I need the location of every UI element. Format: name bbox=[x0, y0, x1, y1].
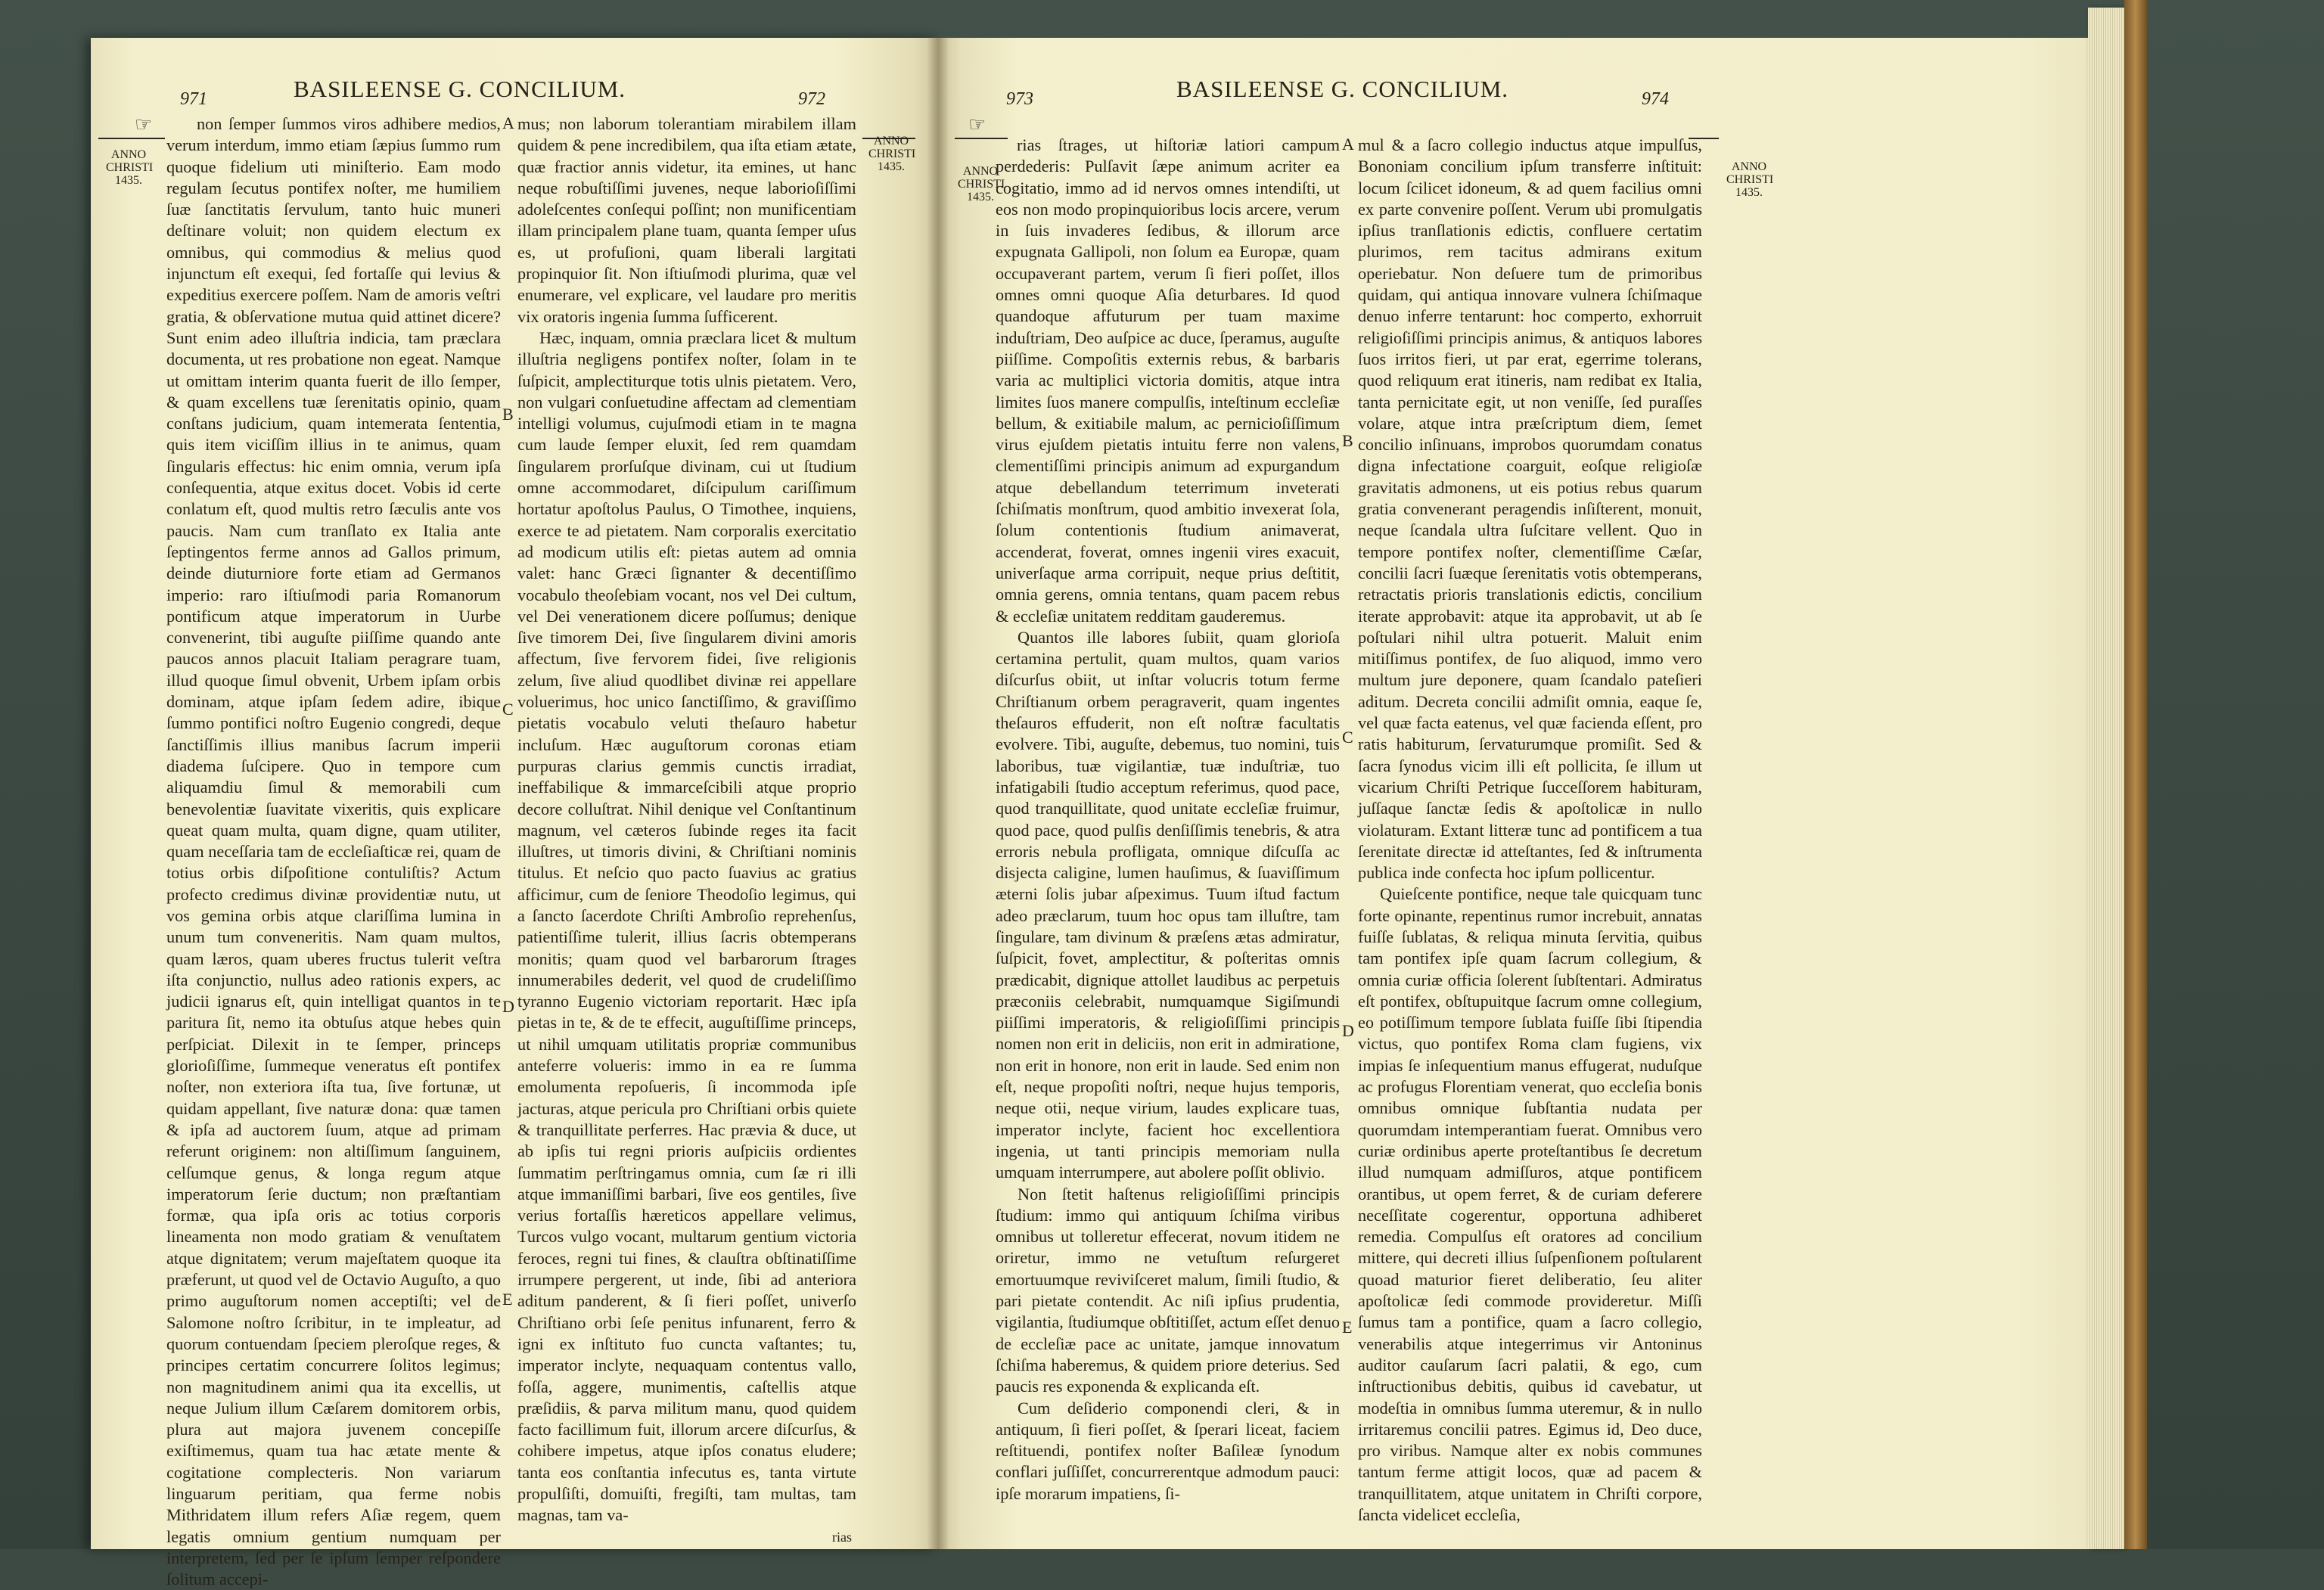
section-mark-c: C bbox=[502, 700, 514, 719]
margin-year-note-right: ANNO CHRISTI 1435. bbox=[1726, 160, 1774, 199]
paragraph: mus; non laborum tolerantiam mirabilem illam quidem & pene incredibilem, qua iſta etiam ætate, quæ fractior annis videtur, ita emines, ut hanc neque robuſtiſſimi juvenes, neque laborioſiſſimi adoleſcentes conſequi poſſint; non munificentiam illam principalem plane tuam, quanta ſemper uſus es, ut profuſioni, quam liberali largitati propinquior ſit. Non iſtiuſmodi plurima, quæ vel enumerare, vel explicare, vel laudare pro meritis vix oratoris ingenia ſumma ſufficerent. bbox=[517, 114, 856, 326]
page-edges bbox=[2088, 8, 2124, 1549]
book-gutter bbox=[927, 38, 949, 1549]
right-page-column-2 bbox=[1358, 135, 1702, 1526]
paragraph: non ſemper ſummos viros adhibere medios, verum interdum, immo etiam ſæpius ſummo rum quoque fidelium uti miniſterio. Eam modo regulam ſecutus pontifex noſter, me humiliem ſuæ ſanctitatis ſervulum, tanto huic muneri deſtinare voluit; non quidem electum ex omnibus, qui commodius & melius quod injunctum eſt exequi, ſed fortaſſe qui levius & expeditius exercere poſſem. Nam de amoris veſtri gratia, & obſervatione mutua quid attinet dicere? Sunt enim adeo illuſtria indicia, tam præclara documenta, ut res probatione non egeat. Namque ut omittam interim quanta fuerit de illo ſemper, & quam excellens tuæ ſerenitatis opinio, quam conſtans judicium, quam intemerata ſententia, quis item viciſſim illius in te animus, quam ſingularis effectus: hic enim omnia, verum ipſa conſequentia, atque exitus docet. Vobis id certe conlatum eſt, quod multis retro ſæculis ante vos paucis. Nam cum tranſlato ex Italia ante ſeptingentos ferme annos ad Gallos primum, deinde diuturniore forte etiam ad Germanos imperio: raro iſtiuſmodi paria Romanorum pontificum atque imperatorum in Uurbe convenerint, tibi auguſte piiſſime quando ante paucos annos placuit Italiam peragrare tuam, illud quoque ſimul obvenit, Urbem ipſam orbis dominam, atque ipſam ſedem adire, ibique ſummo pontifici noſtro Eugenio congredi, deque ſanctiſſimis illius manibus ſacrum imperii diadema ſuſcipere. Quo in tempore cum aliquamdiu ſimul & memorabili cum benevolentiæ ſuavitate vixeritis, quis explicare queat quam multa, quam digne, quam utiliter, quam neceſſaria tam de eccleſiaſticæ rei, quam de totius orbis diſpoſitione contuliſtis? Actum profecto credimus divinæ providentiæ nutu, ut vos gemina orbis atque clariſſima lumina in unum tum conveneritis. Nam quam multos, quam læros, quam uberes fructus tulerit veſtra iſta conjunctio, nullus adeo rationis expers, ac judicii ignarus eſt, quin intelligat quantos in te paritura ſit, nemo ita obtuſus atque hebes quin perſpiciat. Dilexit in te ſemper, princeps glorioſiſſime, ſummeque veneratus eſt pontifex noſter, non exteriora iſta tua, ſive fortunæ, ut quidam appellant, ſive naturæ dona: quæ tamen & ipſa ad auctorem ſuum, atque ad primam referunt originem: non altiſſimum ſanguinem, celſumque genus, & longa regum atque imperatorum ſerie ductum; non præſtantiam formæ, qua ipſa oris ac totius corporis lineamenta non modo gratiam & venuſtatem atque dignitatem; verum majeſtatem quoque ita præferunt, ut quod vel de Octavio Auguſto, a quo primo auguſtorum nomen acceptiſti; vel de Salomone noſtro ſcribitur, in te impleatur, ad quorum contuendam ſpeciem pleroſque reges, & principes certatim concurrere ſolitos legimus; non magnitudinem animi qua ita excellis, ut neque Julium illum Cæſarem domitorem orbis, plura aut majora juvenem concepiſſe exiſtimemus, quam tua hac ætate mente & cogitatione complecteris. Non variarum linguarum peritiam, qua ferme nobis Mithridatem illum refers Aſiæ regem, quem legatis omnium gentium numquam per interpretem, ſed per ſe ipſum ſemper reſpondere ſolitum accepi- bbox=[166, 114, 501, 1589]
section-mark-b: B bbox=[502, 405, 514, 424]
right-page-column-1 bbox=[996, 135, 1340, 1505]
paragraph: Non ſtetit haſtenus religioſiſſimi principis ſtudium: immo qui antiquum ſchiſma viribus omnibus ut tolleretur effecerat, novum itidem ne oriretur, immo ne vetuſtum reſurgeret emortuumque reviviſceret malum, ſimili ſtudio, & pari pietate contendit. Ac niſi ipſius prudentia, vigilantia, ſtudiumque obſtitiſſet, actum eſſet denuo de eccleſiæ pace ac unitate, jamque innovatum ſchiſma haberemus, & quidem priore deterius. Sed paucis res exponenda & explicanda eſt. bbox=[996, 1184, 1340, 1396]
paragraph: Hæc, inquam, omnia præclara licet & multum illuſtria negligens pontifex noſter, ſolam in te ſuſpicit, amplectiturque totis ulnis pietatem. Vero, non vulgari conſuetudine affectam ad clementiam intelligi volumus, cujuſmodi etiam in te magna cum laude ſemper eluxit, ſed rem quamdam ſingularem prorſuſque divinam, cui ut ſtudium omne accommodaret, diſcipulum cariſſimum hortatur apoſtolus Paulus, O Timothee, inquiens, exerce te ad pietatem. Nam corporalis exercitatio ad modicum utilis eſt: pietas autem ad omnia valet: hanc Græci ſignanter & decentiſſimo vocabulo theoſebiam vocant, nos vel Dei cultum, vel Dei venerationem dicere poſſumus; denique ſive timorem Dei, ſive ſingularem divini amoris affectum, ſive fervorem fidei, ſive religionis zelum, ſive aliud quodlibet divinæ rei appellare voluerimus, hoc unico ſanctiſſimo, & graviſſimo pietatis vocabulo veluti theſauro habetur incluſum. Hæc auguſtorum coronas etiam purpuras clarius gemmis cunctis irradiat, ineffabilique & immarceſcibili atque proprio decore colluſtrat. Nihil denique vel Conſtantinum magnum, vel cæteros ſubinde reges ita facit illuſtres, ut timoris divini, & Chriſtiani nominis titulus. Et neſcio quo pacto ſuavius ac gratius afficimur, cum de ſeniore Theodoſio legimus, qui a ſancto ſacerdote Chriſti Ambroſio reprehenſus, patientiſſime tulerit, illius ſacris obtemperans monitis; quam quod vel barbarorum ſtrages innumerabiles dederit, vel quod de crudeliſſimo tyranno Eugenio victoriam reportarit. Hæc ipſa pietas in te, & de te effecit, auguſtiſſime princeps, ut nihil umquam utilitatis propriæ communibus anteferre volueris: immo in ea re ſumma emolumenta repoſueris, ſi incommoda ipſe jacturas, atque pericula pro Chriſtiani orbis quiete & tranquillitate perferres. Hac prævia & duce, ut ab ipſis tui regni prioris auſpiciis ordientes ſummatim perſtringamus omnia, cum ſæ ri illi atque immaniſſimi barbari, ſive eos gentiles, ſive verius fortaſſis hæreticos appellare velimus, Turcos vulgo vocant, multarum gentium victoria feroces, regni tui fines, & clauſtra obſtinatiſſime irrumpere pergerent, ut inde, ſibi ad anteriora aditum panderent, & ſi fieri poſſet, univerſo Chriſtiano orbi ſeſe penitus infunarent, ferro & igni ex inſtituto fuo cuncta vaſtantes; tu, imperator inclyte, nequaquam contentus vallo, foſſa, aggere, munimentis, caſtellis atque præſidiis, & parva militum manu, quod quidem facto facillimum fuit, illorum arcere diſcurſus, & cohibere impetus, atque ipſos conatus eludere; tanta eos conſtantia infecutus es, tanta virtute propulſiſti, domuiſti, fregiſti, tam multas, tam magnas, tam va- bbox=[517, 328, 856, 1525]
section-mark-b: B bbox=[1342, 431, 1353, 450]
left-page-column-1 bbox=[166, 113, 501, 1590]
section-mark-e: E bbox=[502, 1290, 513, 1309]
section-mark-a: A bbox=[502, 113, 514, 132]
margin-rule-left bbox=[98, 138, 165, 139]
section-mark-d: D bbox=[1342, 1021, 1354, 1040]
margin-year-note-right: ANNO CHRISTI 1435. bbox=[868, 135, 916, 173]
section-mark-a: A bbox=[1342, 135, 1354, 154]
paragraph: Quantos ille labores ſubiit, quam glorioſa certamina pertulit, quam multos, quam varios diſcurſus obiit, ut inſtar volucris totum ferme Chriſtianum orbem peragraverit, quam ingentes theſauros effuderit, non eſt noſtræ facultatis evolvere. Tibi, auguſte, debemus, tuo nomini, tuis laboribus, tuæ vigilantiæ, tuæ induſtriæ, tuo infatigabili ſtudio acceptum referimus, quod pace, quod tranquillitate, quod unitate eccleſiæ fruimur, quod pace, quod pulſis denſiſſimis tenebris, & atra erroris nebula profligata, omnique diſcuſſa ac disjecta caligine, lumen hauſimus, & ſuaviſſimum æterni ſolis jubar aſpeximus. Tuum iſtud factum adeo præclarum, tuum hoc opus tam illuſtre, tam ſingulare, tam divinum & præſens ætas admiratur, ſuſpicit, fovet, amplectitur, & poſteritas omnis prædicabit, dignique attollet laudibus ac perpetuis præconiis celebrabit, numquamque Sigiſmundi piiſſimi imperatoris, & religioſiſſimi principis nomen non erit in deliciis, non erit in admiratione, non erit in honore, non erit in laude. Sed enim non eſt, neque propoſiti noſtri, neque hujus temporis, neque otii, neque virium, laudes explicare tuas, imperator inclyte, facient hoc excellentiora ingenia, ut tanti principis memoriam nulla umquam interrumpere, aut abolere poſſit oblivio. bbox=[996, 627, 1340, 1182]
pointing-hand-icon: ☞ bbox=[135, 113, 153, 135]
paragraph: Quieſcente pontifice, neque tale quicquam tunc forte opinante, repentinus rumor increbuit, annatas fuiſſe ſublatas, & reliqua minuta ſervitia, quibus tam pontifex ipſe quam ſacrum collegium, & omnia curiæ officia ſolerent ſubſtentari. Admiratus eſt pontifex, obſtupuitque ſacrum omne collegium, eo potiſſimum tempore ſublata fuiſſe ſibi ſtipendia victus, quo pontifex Roma clam fugiens, vix impias ſe inſequentium manus effugerat, nuduſque ac profugus Florentiam venerat, quo eccleſia bonis omnibus omnique ſubſtantia nudata per quorumdam intemperantiam fuerat. Omnibus vero curiæ ordinibus aperte proteſtantibus ſe decretum illud numquam admiſſuros, atque pontificem orantibus, ut opem ferret, & de curiam deferere neceſſitate cogerentur, opportuna adhiberet remedia. Compulſus eſt oratores ad concilium mittere, qui decreti illius ſuſpenſionem poſtularent quoad maturior fieret deliberatio, ſeu aliter apoſtolicæ ſedi commode provideretur. Miſſi ſumus tam a pontifice, quam a ſacro collegio, venerabilis atque integerrimus vir Antoninus auditor cauſarum ſacri palatii, & ego, cum inſtructionibus debitis, quibus id cavebatur, ut modeſtia in omnibus ſumma uteremur, & in nullo irritaremus concilii patres. Egimus id, Deo duce, pro viribus. Namque alter ex nobis communes tantum ferme attigit locos, quæ ad pacem & tranquillitatem, atque unitatem in Chriſti corpore, ſancta videlicet eccleſia, bbox=[1358, 884, 1702, 1524]
right-page-number-1: 973 bbox=[1006, 89, 1033, 109]
section-mark-e: E bbox=[1342, 1318, 1353, 1337]
left-page-number-2: 972 bbox=[798, 89, 825, 109]
right-running-head: BASILEENSE G. CONCILIUM. bbox=[1176, 76, 1509, 102]
left-page-number-1: 971 bbox=[180, 89, 207, 109]
margin-year-note: ANNO CHRISTI 1435. bbox=[106, 148, 154, 187]
paragraph: rias ſtrages, ut hiſtoriæ latiori campum perdederis: Pulſavit ſæpe animum acriter ea cogitatio, immo ad id nervos omnes intendiſti, ut eos non modo propinquioribus locis arcere, verum in ſuis invaderes ſedibus, & illorum arce expugnata Gallipoli, non ſolum ea Europæ, quam occupaverant partem, verum ſi fieri poſſet, illos omnes omni quoque Aſia deturbares. Id quod quandoque affuturum per tuam maxime induſtriam, Deo auſpice ac duce, ſperamus, auguſte piiſſime. Compoſitis externis rebus, & barbaris varia ac multiplici victoria domitis, atque intra limites ſuos manere compulſis, inteſtinum eccleſiæ bellum, & exitiabile malum, ac pernicioſiſſimum virus ejuſdem pietatis intuitu ferre non valens, clementiſſimi principis animum ad expurgandum atque debellandum teterrimum inveterati ſchiſmatis monſtrum, quod ambitio invexerat ſola, ſolum contentionis ſtudium animaverat, accenderat, foverat, omnes ingenii vires exacuit, univerſaque arma corripuit, neque prius deſtitit, omnia gerens, omnia tentans, quam pacem rebus & eccleſiæ unitatem redditam gauderemus. bbox=[996, 135, 1340, 626]
pointing-hand-icon: ☞ bbox=[968, 113, 986, 135]
paragraph: Cum deſiderio componendi cleri, & in antiquum, ſi fieri poſſet, & ſperari liceat, faciem reſtituendi, pontifex noſter Baſileæ ſynodum conflari juſſiſſet, concurrerentque admodum pauci: ipſe morarum impatiens, ſi- bbox=[996, 1398, 1340, 1503]
left-page-column-2 bbox=[517, 113, 856, 1526]
section-mark-c: C bbox=[1342, 728, 1353, 747]
paragraph: mul & a ſacro collegio inductus atque impulſus, Bononiam concilium ipſum transferre inſtituit: locum ſcilicet idoneum, & ad quem facilius omni ex parte convenire poſſent. Verum ubi promulgatis ipſius tranſlationis edictis, confluere certatim plurimos, rem tacitus admirans exitum operiebatur. Non deſuere tum de primoribus quidam, qui antiqua innovare vulnera ſchiſmaque denuo inferre tentarunt: hoc comperto, exhorruit religioſiſſimi principis animus, & antiquos labores ſuos irritos fieri, ut par erat, egerrime tolerans, quod reliquum erat itineris, nam redibat ex Italia, tanta pernicitate egit, ut non veniſſe, ſed puraſſes volare, atque intra præſcriptum diem, ſemet concilio inſinuans, improbos quorumdam conatus digna infectatione coarguit, eoſque religioſæ gravitatis admonens, ut eis potius rebus quarum gratia convenerant peragendis inſiſterent, monuit, neque ſcandala ultra ſuſcitare vellent. Quo in tempore pontifex noſter, clementiſſime Cæſar, concilii ſacri ſuæque ſerenitatis votis obtemperans, retractatis prioris translationis edictis, concilium iterate approbavit: atque ita approbavit, ut ab ſe poſtulari nihil ultra potuerit. Maluit enim mitiſſimus pontifex, de ſuo aliquod, immo vero multum jure deponere, quam ſcandalo pateſieri aditum. Decreta concilii admiſit omnia, eaque ſe, vel quæ facta eatenus, vel quæ facienda eſſent, pro ratis habiturum, ſervaturumque promiſit. Sed & ſacra ſynodus vicim illi eſt pollicita, ſe illum ut vicarium Chriſti Petrique ſucceſſorem habituram, juſſaque ſanctæ ſedis & apoſtolicæ in nullo violaturam. Extant litteræ tunc ad pontificem a tua ſerenitate directæ id atteſtantes, ſed & inſtrumenta publica inde confecta hoc ipſum pollicentur. bbox=[1358, 135, 1702, 883]
book-cover-edge bbox=[2124, 0, 2147, 1549]
right-page-number-2: 974 bbox=[1642, 89, 1669, 109]
catchword: rias bbox=[832, 1529, 852, 1545]
section-mark-d: D bbox=[502, 997, 514, 1016]
left-running-head: BASILEENSE G. CONCILIUM. bbox=[294, 76, 626, 102]
margin-year-note: ANNO CHRISTI 1435. bbox=[958, 165, 1005, 203]
